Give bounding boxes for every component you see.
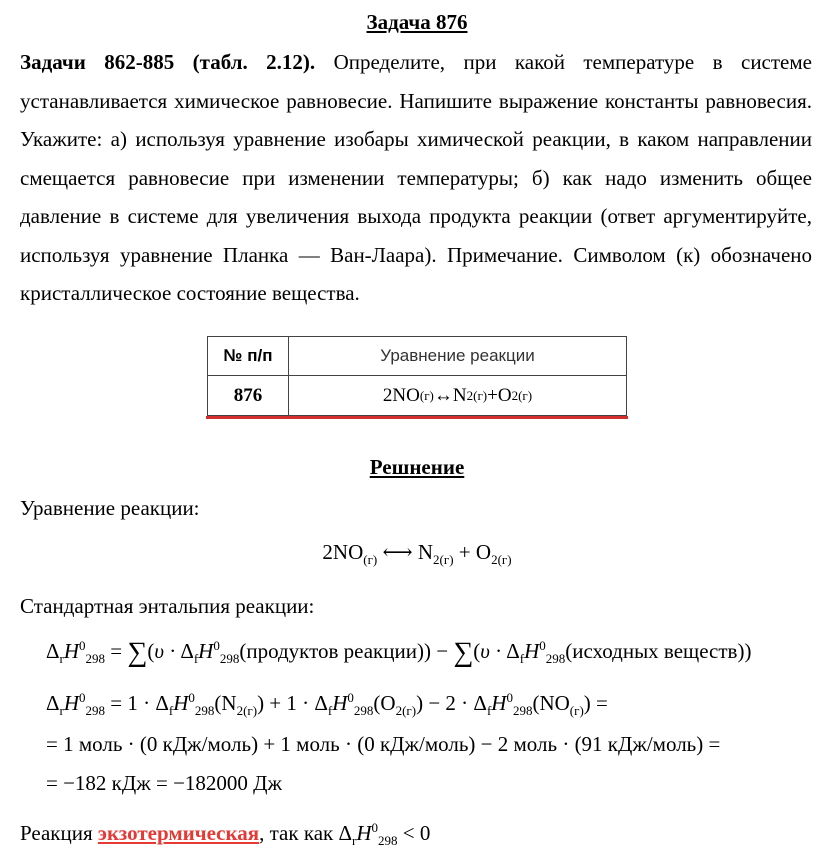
formula-sub: (г): [569, 703, 584, 719]
equilibrium-arrow: ⟷: [377, 540, 418, 564]
table-cell-number: 876: [233, 385, 263, 406]
conclusion-prefix: Реакция: [20, 821, 98, 845]
conclusion-highlight: экзотермическая: [97, 821, 260, 845]
conclusion-suffix: , так как Δ: [259, 821, 352, 845]
formula-sub: (г): [363, 552, 378, 568]
formula-part: NO: [539, 691, 570, 715]
task-statement: [20, 43, 812, 313]
table-header-equation: Уравнение реакции: [380, 346, 535, 365]
red-underline: [206, 416, 628, 419]
formula-part: +: [453, 540, 476, 564]
formula-part: 2NO: [382, 385, 420, 406]
table-cell-reaction: [289, 376, 626, 416]
equilibrium-arrow: ↔: [433, 385, 453, 406]
formula-part: N: [417, 540, 434, 564]
formula-part: O: [497, 385, 512, 406]
enthalpy-values: = 1 моль · (0 кДж/моль) + 1 моль · (0 кДж/моль) − 2 моль · (91 кДж/моль) =: [46, 732, 721, 756]
formula-part: N: [221, 691, 237, 715]
formula-sub: 2(г): [491, 552, 512, 568]
conclusion: Реакция экзотермическая, так как $\Delta_rH^0_{298} < 0$: [20, 820, 431, 849]
page-title: Задача 876: [366, 10, 468, 34]
enthalpy-label: Стандартная энтальпия реакции:: [20, 594, 315, 618]
formula-reactants: (исходных веществ): [565, 639, 745, 663]
reaction-equation: [0, 540, 834, 568]
formula-sub: 2(г): [236, 703, 258, 719]
reaction-table: [207, 336, 627, 416]
formula-products: (продуктов реакции): [239, 639, 424, 663]
table-header-number: № п/п: [223, 346, 273, 365]
formula-sub: (г): [419, 388, 434, 403]
formula-sub: 2(г): [466, 388, 488, 403]
formula-part: O: [475, 540, 492, 564]
formula-part: 2NO: [322, 540, 364, 564]
enthalpy-formula: $\Delta_rH^0_{298} = \sum(\upsilon$ · $\Delta_fH^0_{298}(продуктов$ реакции)) − $\sum(\upsilon \cdot \Delta_fH^0_{298}(исходных$ веществ)): [46, 637, 752, 668]
task-text: Определите, при какой температуре в системе устанавливается химическое равновесие. Напишите выражение константы равновесия. Укажите: а) используя уравнение изобары химической реакции, в каком направлении смещается равновесие при изменении температуры; б) как надо изменить общее давление в системе для увеличения выхода продукта реакции (ответ аргументируйте, используя уравнение Планка — Ван-Лаара). Примечание. Символом (к) обозначено кристаллическое состояние вещества.: [20, 50, 812, 305]
enthalpy-result: = −182 кДж = −182000 Дж: [46, 771, 282, 795]
solution-title: Решнение: [369, 455, 465, 479]
formula-sub: 2(г): [511, 388, 533, 403]
reaction-label: Уравнение реакции:: [20, 496, 200, 520]
formula-sub: 2(г): [433, 552, 454, 568]
enthalpy-substitution: $\Delta_rH^0_{298} = 1 \cdot \Delta_fH^0_{298}(N_{2(г)}) + 1 \cdot \Delta_fH^0_{298}(O_{2(г)}) - 2 \cdot \Delta_fH^0_{298}(NO_{(г)})$ =: [46, 690, 608, 719]
formula-part: O: [380, 691, 396, 715]
task-bold-prefix: Задачи 862-885 (табл. 2.12).: [20, 50, 316, 74]
formula-part: N: [452, 385, 467, 406]
conclusion-tail: < 0: [397, 821, 431, 845]
formula-sub: 2(г): [395, 703, 417, 719]
formula-part: +: [487, 385, 498, 406]
